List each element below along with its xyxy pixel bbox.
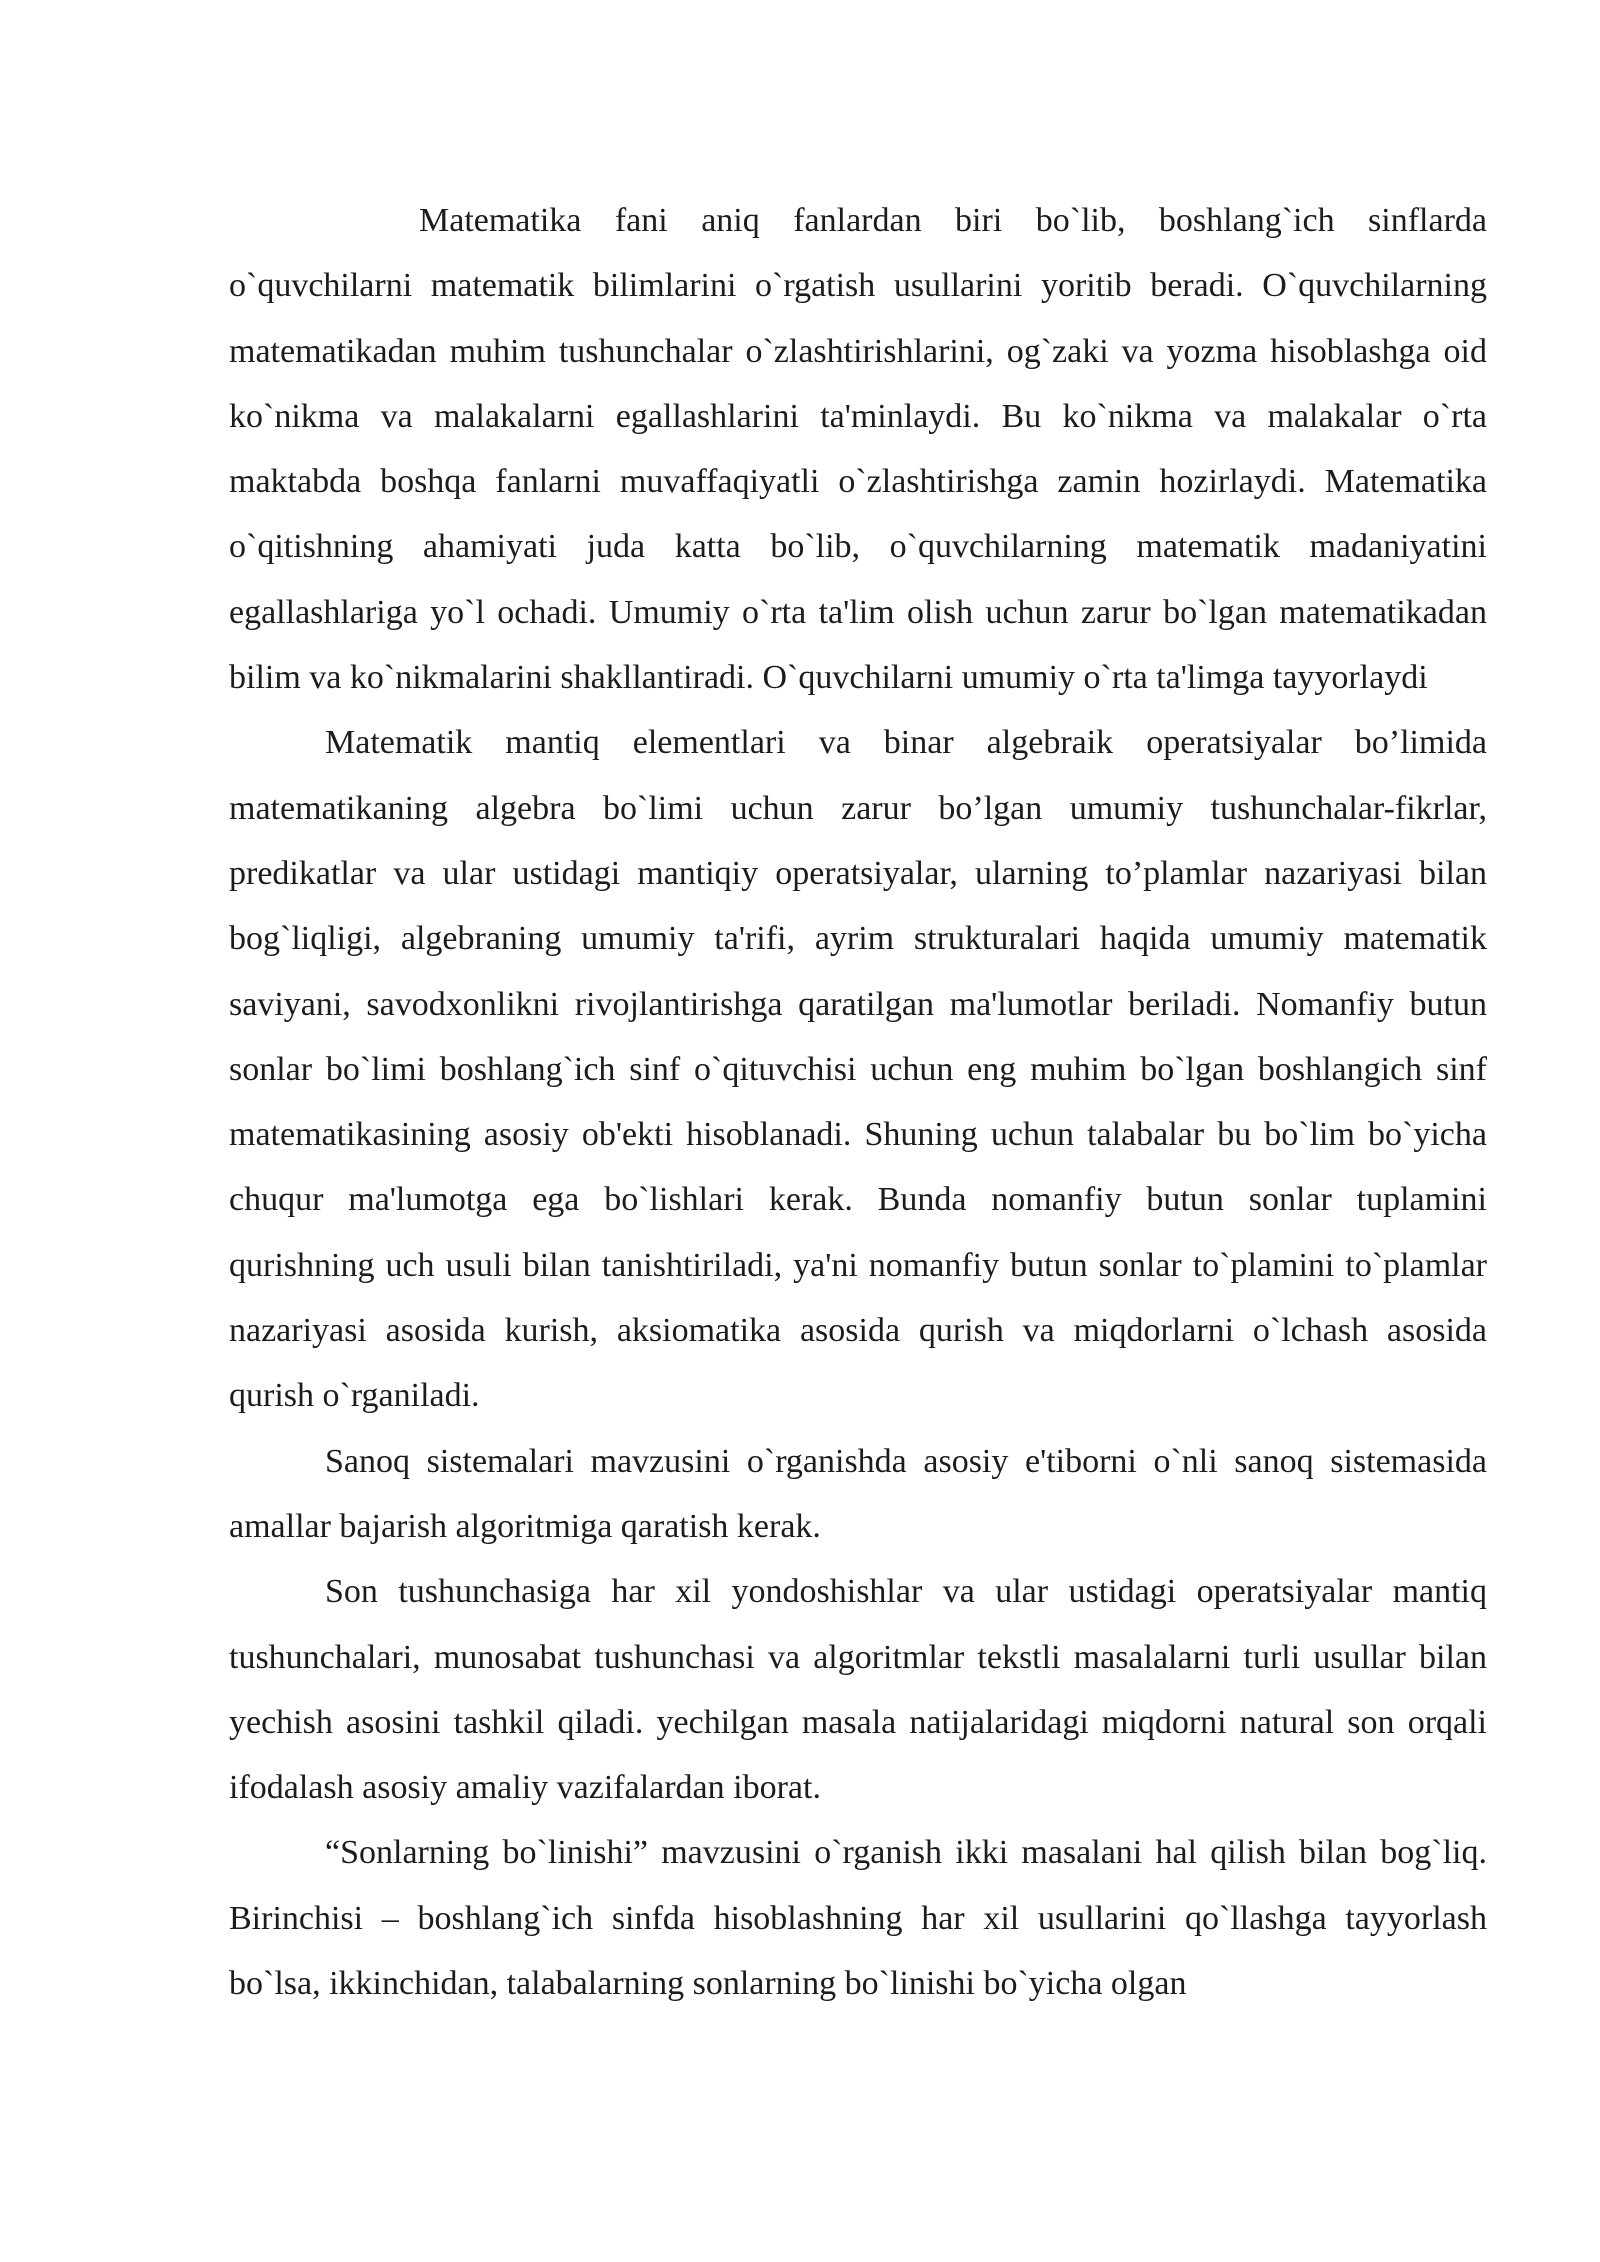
paragraph-1: Matematika fani aniq fanlardan biri bo`lib, boshlang`ich sinflarda o`quvchilarni matematik bilimlarini o`rgatish usullarini yoritib beradi. O`quvchilarning matematikadan muhim tushunchalar o`zlashtirishlarini, og`zaki va yozma hisoblashga oid ko`nikma va malakalarni egallashlarini ta'minlaydi. Bu ko`nikma va malakalar o`rta maktabda boshqa fanlarni muvaffaqiyatli o`zlashtirishga zamin hozirlaydi. Matematika o`qitishning ahamiyati juda katta bo`lib, o`quvchilarning matematik madaniyatini egallashlariga yo`l ochadi. Umumiy o`rta ta'lim olish uchun zarur bo`lgan matematikadan bilim va ko`nikmalarini shakllantiradi. O`quvchilarni umumiy o`rta ta'limga tayyorlaydi: [229, 202, 1487, 697]
document-body: [229, 188, 1487, 2016]
paragraph-2: Matematik mantiq elementlari va binar algebraik operatsiyalar bo’limida matematikaning algebra bo`limi uchun zarur bo’lgan umumiy tushunchalar-fikrlar, predikatlar va ular ustidagi mantiqiy operatsiyalar, ularning to’plamlar nazariyasi bilan bog`liqligi, algebraning umumiy ta'rifi, ayrim strukturalari haqida umumiy matematik saviyani, savodxonlikni rivojlantirishga qaratilgan ma'lumotlar beriladi. Nomanfiy butun sonlar bo`limi boshlang`ich sinf o`qituvchisi uchun eng muhim bo`lgan boshlangich sinf matematikasining asosiy ob'ekti hisoblanadi. Shuning uchun talabalar bu bo`lim bo`yicha chuqur ma'lumotga ega bo`lishlari kerak. Bunda nomanfiy butun sonlar tuplamini qurishning uch usuli bilan tanishtiriladi, ya'ni nomanfiy butun sonlar to`plamini to`plamlar nazariyasi asosida kurish, aksiomatika asosida qurish va miqdorlarni o`lchash asosida qurish o`rganiladi.: [229, 724, 1487, 1415]
paragraph-4: Son tushunchasiga har xil yondoshishlar va ular ustidagi operatsiyalar mantiq tushunchalari, munosabat tushunchasi va algoritmlar tekstli masalalarni turli usullar bilan yechish asosini tashkil qiladi. yechilgan masala natijalaridagi miqdorni natural son orqali ifodalash asosiy amaliy vazifalardan iborat.: [229, 1573, 1487, 1807]
paragraph-5: “Sonlarning bo`linishi” mavzusini o`rganish ikki masalani hal qilish bilan bog`liq. Birinchisi – boshlang`ich sinfda hisoblashning har xil usullarini qo`llashga tayyorlash bo`lsa, ikkinchidan, talabalarning sonlarning bo`linishi bo`yicha olgan: [229, 1834, 1487, 2003]
paragraph-3: Sanoq sistemalari mavzusini o`rganishda asosiy e'tiborni o`nli sanoq sistemasida amallar bajarish algoritmiga qaratish kerak.: [229, 1442, 1487, 1545]
